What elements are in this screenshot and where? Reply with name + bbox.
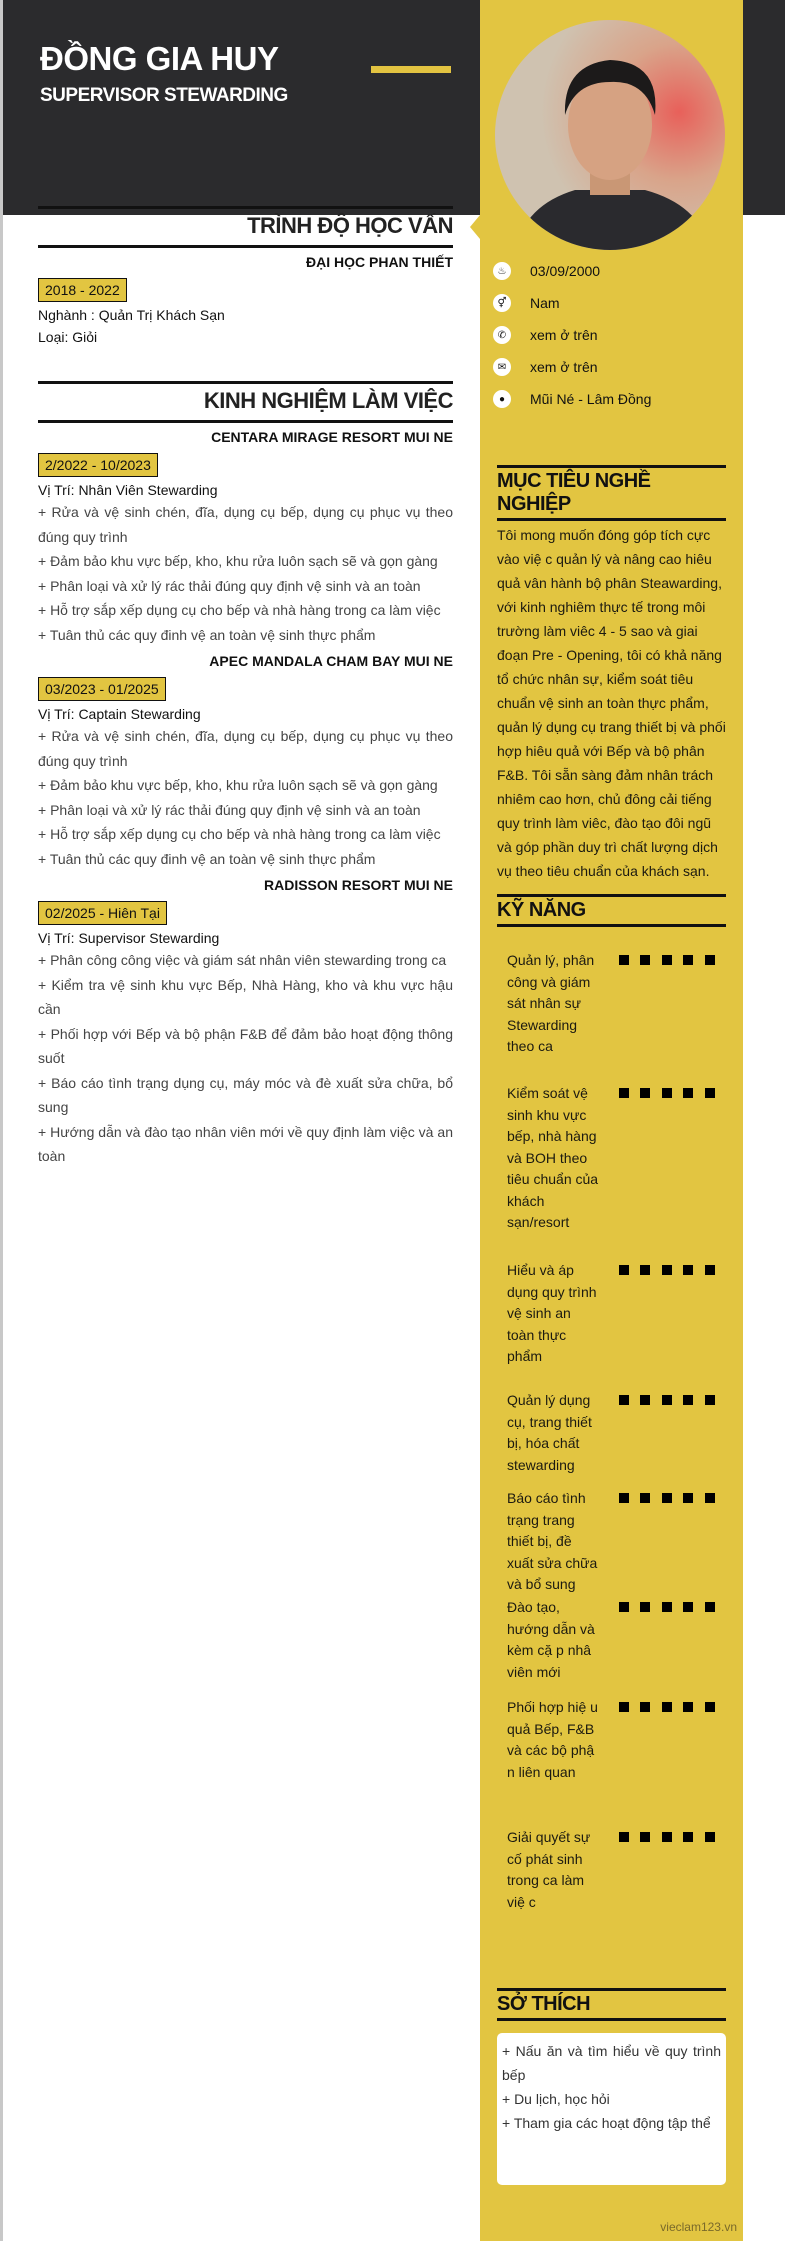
rating-square-icon — [705, 1602, 715, 1612]
page-border — [0, 0, 3, 2241]
rating-square-icon — [705, 1493, 715, 1503]
job-duty: + Rửa và vệ sinh chén, đĩa, dụng cụ bếp, dụng cụ phục vụ theo đúng quy trình — [38, 504, 453, 545]
rating-square-icon — [662, 1493, 672, 1503]
rating-square-icon — [640, 955, 650, 965]
job-duty: + Tuân thủ các quy đinh vệ an toàn vệ sinh thực phẩm — [38, 626, 376, 643]
job-position: Vị Trí: Nhân Viên Stewarding — [38, 482, 218, 498]
info-row — [490, 319, 730, 351]
personal-info — [490, 255, 730, 415]
skill-rating — [619, 1265, 727, 1368]
info-row — [490, 287, 730, 319]
hobbies-heading: SỞ THÍCH — [497, 1988, 726, 2021]
education-heading: TRÌNH ĐỘ HỌC VẤN — [38, 206, 453, 248]
job-duty: + Hỗ trợ sắp xếp dụng cụ cho bếp và nhà hàng trong ca làm việc — [38, 602, 441, 618]
skills-heading: KỸ NĂNG — [497, 894, 726, 927]
rating-square-icon — [662, 1265, 672, 1275]
rating-square-icon — [705, 1395, 715, 1405]
rating-square-icon — [619, 1265, 629, 1275]
experience-heading: KINH NGHIỆM LÀM VIỆC — [38, 381, 453, 423]
skill-item — [507, 1260, 726, 1368]
skill-rating — [619, 1602, 727, 1683]
rating-square-icon — [683, 1265, 693, 1275]
rating-square-icon — [619, 1395, 629, 1405]
rating-square-icon — [683, 955, 693, 965]
skill-rating — [619, 1088, 727, 1234]
rating-square-icon — [705, 1265, 715, 1275]
job-duty: + Kiểm tra vệ sinh khu vực Bếp, Nhà Hàng, kho và khu vực hậu cần — [38, 976, 453, 1017]
job-entry — [38, 877, 453, 1169]
job-entry — [38, 653, 453, 871]
info-row — [490, 255, 730, 287]
rating-square-icon — [683, 1702, 693, 1712]
info-text: 03/09/2000 — [530, 263, 601, 279]
skill-name: Quản lý, phân công và giám sát nhân sự Stewarding theo ca — [507, 952, 595, 1054]
rating-square-icon — [705, 1702, 715, 1712]
gender-icon: ⚥ — [493, 294, 511, 312]
job-duty: + Báo cáo tình trạng dụng cụ, máy móc và đè xuất sửa chữa, bổ sung — [38, 1074, 453, 1115]
rating-square-icon — [619, 1602, 629, 1612]
rating-square-icon — [683, 1395, 693, 1405]
rating-square-icon — [640, 1395, 650, 1405]
objective-text: Tôi mong muốn đóng góp tích cực vào việ c quản lý và nâng cao hiêu quả vân hành bộ phân Steawarding, với kinh nghiêm thực tế trong môi trường làm viêc 4 - 5 sao và giai đoạn Pre - Opening, tôi có khả năng tổ chức nhân sự, kiểm soát tiêu chuẩn vệ sinh an toàn thực phẩm, quản lý dụng cụ trang thiết bị và phối hợp hiêu quả với Bếp và bộ phân F&B. Tôi sẵn sàng đảm nhân trách nhiêm cao hơn, chủ đông cải tiếng quy trình làm viêc, đào tạo đôi ngũ và góp phần duy trì chất lượng dịch vụ theo tiêu chuẩn của khách sạn. — [497, 527, 726, 879]
rating-square-icon — [705, 1832, 715, 1842]
rating-square-icon — [683, 1602, 693, 1612]
hobby-item: + Du lịch, học hỏi — [502, 2091, 610, 2107]
rating-square-icon — [683, 1088, 693, 1098]
email-icon: ✉ — [493, 358, 511, 376]
info-row — [490, 383, 730, 415]
job-dates: 03/2023 - 01/2025 — [38, 677, 166, 701]
rating-square-icon — [705, 1088, 715, 1098]
company-name: CENTARA MIRAGE RESORT MUI NE — [211, 429, 453, 445]
skill-name: Hiểu và áp dụng quy trình vệ sinh an toàn thực phẩm — [507, 1262, 597, 1364]
job-duty: + Hỗ trợ sắp xếp dụng cụ cho bếp và nhà hàng trong ca làm việc — [38, 826, 441, 842]
objective-heading: MỤC TIÊU NGHỀ NGHIỆP — [497, 465, 726, 521]
skill-name: Phối hợp hiệ u quả Bếp, F&B và các bộ phậ n liên quan — [507, 1699, 598, 1780]
rating-square-icon — [662, 1088, 672, 1098]
info-text: Mũi Né - Lâm Đồng — [530, 391, 652, 407]
accent-bar — [371, 66, 451, 73]
rating-square-icon — [662, 1702, 672, 1712]
skill-name: Giải quyết sự cố phát sinh trong ca làm việ c — [507, 1829, 591, 1910]
skill-name: Quản lý dụng cụ, trang thiết bị, hóa chất stewarding — [507, 1392, 592, 1473]
job-dates: 2/2022 - 10/2023 — [38, 453, 158, 477]
rating-square-icon — [619, 955, 629, 965]
company-name: RADISSON RESORT MUI NE — [263, 877, 453, 893]
hobbies-box — [497, 2033, 726, 2185]
skill-item — [507, 1697, 726, 1783]
skill-rating — [619, 1832, 727, 1913]
location-icon: ● — [493, 390, 511, 408]
phone-icon: ✆ — [493, 326, 511, 344]
skill-rating — [619, 955, 727, 1058]
rating-square-icon — [662, 955, 672, 965]
main-column — [38, 206, 453, 1169]
job-duty: + Tuân thủ các quy đinh vệ an toàn vệ sinh thực phẩm — [38, 850, 376, 867]
skill-item — [507, 1390, 726, 1476]
rating-square-icon — [640, 1265, 650, 1275]
job-position: Vị Trí: Supervisor Stewarding — [38, 930, 220, 946]
skill-name: Báo cáo tình trạng trang thiết bị, đề xuất sửa chữa và bổ sung — [507, 1490, 598, 1592]
watermark: vieclam123.vn — [660, 2220, 737, 2234]
skill-item — [507, 1083, 726, 1234]
birthday-cake-icon: ♨ — [493, 262, 511, 280]
job-duty: + Phân công công việc và giám sát nhân viên stewarding trong ca — [38, 952, 447, 968]
rating-square-icon — [662, 1395, 672, 1405]
rating-square-icon — [705, 955, 715, 965]
job-duty: + Hướng dẫn và đào tạo nhân viên mới về quy định làm việc và an toàn — [38, 1123, 453, 1164]
rating-square-icon — [640, 1832, 650, 1842]
sidebar-notch — [470, 215, 480, 239]
job-duty: + Đảm bảo khu vực bếp, kho, khu rửa luôn sạch sẽ và gọn gàng — [38, 777, 438, 793]
info-row — [490, 351, 730, 383]
job-dates: 02/2025 - Hiên Tại — [38, 901, 167, 925]
jobs-list — [38, 429, 453, 1169]
job-title: SUPERVISOR STEWARDING — [40, 85, 288, 106]
education-dates: 2018 - 2022 — [38, 278, 127, 302]
rating-square-icon — [640, 1702, 650, 1712]
hobby-item: + Tham gia các hoạt động tập thể — [502, 2115, 711, 2131]
rating-square-icon — [662, 1832, 672, 1842]
job-duty: + Phân loại và xử lý rác thải đúng quy định vệ sinh và an toàn — [38, 577, 421, 594]
job-entry — [38, 429, 453, 647]
education-grade: Loại: Giỏi — [38, 329, 98, 345]
rating-square-icon — [640, 1493, 650, 1503]
job-duty: + Đảm bảo khu vực bếp, kho, khu rửa luôn sạch sẽ và gọn gàng — [38, 553, 438, 569]
skill-name: Kiểm soát vệ sinh khu vực bếp, nhà hàng và BOH theo tiêu chuẩn của khách sạn/resort — [507, 1085, 599, 1230]
job-duty: + Phối hợp với Bếp và bộ phận F&B để đảm bảo hoạt động thông suốt — [38, 1025, 453, 1066]
job-duty: + Rửa và vệ sinh chén, đĩa, dụng cụ bếp, dụng cụ phục vụ theo đúng quy trình — [38, 728, 453, 769]
skill-item — [507, 1597, 726, 1683]
rating-square-icon — [619, 1702, 629, 1712]
info-text: xem ở trên — [530, 327, 598, 343]
skill-rating — [619, 1493, 727, 1596]
info-text: xem ở trên — [530, 359, 598, 375]
skill-item — [507, 1827, 726, 1913]
rating-square-icon — [683, 1493, 693, 1503]
rating-square-icon — [640, 1088, 650, 1098]
company-name: APEC MANDALA CHAM BAY MUI NE — [209, 653, 453, 669]
skill-name: Đào tạo, hướng dẫn và kèm cặ p nhâ viên mới — [507, 1599, 595, 1680]
job-duty: + Phân loại và xử lý rác thải đúng quy định vệ sinh và an toàn — [38, 801, 421, 818]
rating-square-icon — [683, 1832, 693, 1842]
candidate-name: ĐỒNG GIA HUY — [40, 40, 279, 77]
job-position: Vị Trí: Captain Stewarding — [38, 706, 201, 722]
skill-rating — [619, 1395, 727, 1476]
skill-rating — [619, 1702, 727, 1783]
profile-photo — [495, 20, 725, 250]
rating-square-icon — [640, 1602, 650, 1612]
rating-square-icon — [662, 1602, 672, 1612]
objective-section — [497, 465, 726, 883]
rating-square-icon — [619, 1832, 629, 1842]
hobby-item: + Nấu ăn và tìm hiểu về quy trình bếp — [502, 2043, 721, 2083]
skill-item — [507, 950, 726, 1058]
hobbies-section — [497, 1988, 726, 2185]
skills-section — [497, 894, 726, 1984]
education-major: Nghành : Quản Trị Khách Sạn — [38, 307, 225, 323]
info-text: Nam — [530, 295, 560, 311]
skill-item — [507, 1488, 726, 1596]
school-name: ĐẠI HỌC PHAN THIẾT — [306, 254, 453, 270]
rating-square-icon — [619, 1088, 629, 1098]
rating-square-icon — [619, 1493, 629, 1503]
